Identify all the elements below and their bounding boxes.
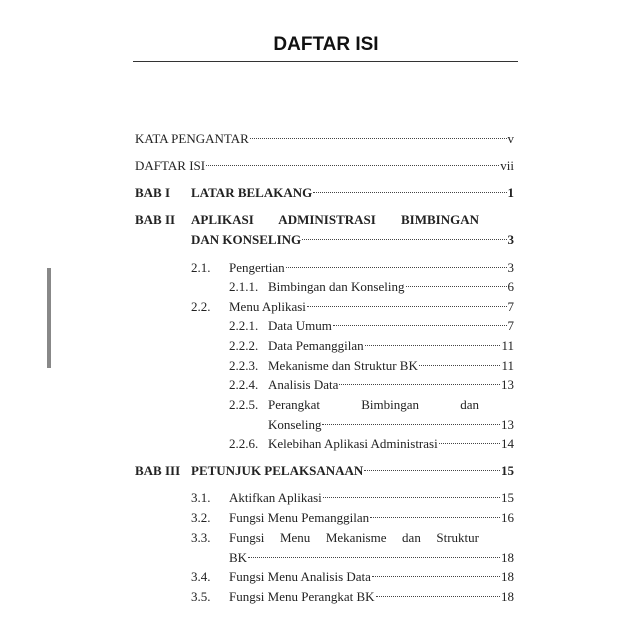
dot-leader — [248, 557, 500, 558]
dot-leader — [302, 239, 506, 240]
toc-entry-title: Fungsi Menu Perangkat BK — [229, 589, 375, 604]
toc-entry-title: Mekanisme dan Struktur BK — [268, 358, 418, 373]
toc-entry-title: PETUNJUK PELAKSANAAN — [191, 463, 364, 478]
toc-entry-page: 6 — [507, 279, 514, 294]
toc-entry-page: 3 — [507, 260, 514, 275]
toc-entry-title: DAN KONSELING — [191, 232, 302, 247]
toc-entry-number: 2.2.2. — [229, 338, 259, 353]
toc-entry[interactable] — [229, 489, 514, 507]
dot-leader — [286, 267, 507, 268]
dot-leader — [322, 424, 500, 425]
toc-entry-title: LATAR BELAKANG — [191, 185, 313, 200]
toc-entry-number: 2.2.4. — [229, 377, 259, 392]
toc-entry-page: 11 — [501, 338, 514, 353]
toc-entry-page: 11 — [501, 358, 514, 373]
toc-entry-number: 3.5. — [191, 589, 211, 604]
toc-entry-page: 14 — [501, 436, 514, 451]
toc-entry-page: 16 — [501, 510, 514, 525]
dot-leader — [339, 384, 500, 385]
toc-entry-title: Konseling — [268, 417, 322, 432]
toc-entry[interactable] — [268, 337, 514, 355]
dot-leader — [376, 596, 500, 597]
toc-entry-title: Kelebihan Aplikasi Administrasi — [268, 436, 438, 451]
toc-entry-number: 2.2.5. — [229, 397, 259, 412]
dot-leader — [372, 576, 500, 577]
toc-entry-page: 15 — [501, 490, 514, 505]
toc-entry-title: Analisis Data — [268, 377, 339, 392]
toc-entry-title: Pengertian — [229, 260, 285, 275]
toc-entry-page: 15 — [501, 463, 514, 478]
toc-entry-number: 2.1.1. — [229, 279, 259, 294]
toc-entry[interactable] — [268, 416, 514, 434]
toc-entry-number: 2.2.1. — [229, 318, 259, 333]
dot-leader — [406, 286, 507, 287]
toc-entry-title: Fungsi Menu Analisis Data — [229, 569, 371, 584]
toc-entry[interactable] — [191, 184, 514, 202]
toc-entry[interactable] — [229, 568, 514, 586]
dot-leader — [365, 345, 501, 346]
toc-entry-page: vii — [500, 158, 514, 173]
dot-leader — [313, 192, 506, 193]
toc-entry-number: 2.2.3. — [229, 358, 259, 373]
toc-entry[interactable] — [268, 357, 514, 375]
dot-leader — [307, 306, 507, 307]
toc-entry-number: 3.4. — [191, 569, 211, 584]
toc-entry-number: 2.1. — [191, 260, 211, 275]
toc-entry[interactable] — [229, 259, 514, 277]
toc-entry-page: 18 — [501, 550, 514, 565]
toc-entry[interactable] — [191, 462, 514, 480]
toc-entry-title-line1[interactable]: APLIKASI ADMINISTRASI BIMBINGAN — [191, 212, 479, 227]
toc-entry-number: 3.2. — [191, 510, 211, 525]
toc-entry-page: 1 — [507, 185, 514, 200]
toc-entry-title: DAFTAR ISI — [135, 158, 206, 173]
dot-leader — [333, 325, 507, 326]
toc-entry-page: 3 — [507, 232, 514, 247]
toc-entry-number: 2.2. — [191, 299, 211, 314]
toc-entry-title: BK — [229, 550, 248, 565]
toc-entry-title-line1[interactable]: Fungsi Menu Mekanisme dan Struktur — [229, 530, 479, 545]
scroll-indicator[interactable] — [47, 268, 51, 368]
toc-entry-title: Aktifkan Aplikasi — [229, 490, 322, 505]
toc-entry[interactable] — [229, 549, 514, 567]
toc-entry[interactable] — [268, 435, 514, 453]
toc-entry-title: Menu Aplikasi — [229, 299, 306, 314]
toc-entry-page: 13 — [501, 417, 514, 432]
toc-entry-number: BAB II — [135, 212, 176, 227]
dot-leader — [250, 138, 507, 139]
toc-entry-title: Fungsi Menu Pemanggilan — [229, 510, 370, 525]
dot-leader — [364, 470, 500, 471]
toc-entry-number: 3.1. — [191, 490, 211, 505]
title-underline — [133, 61, 518, 62]
toc-entry-title: KATA PENGANTAR — [135, 131, 249, 146]
dot-leader — [370, 517, 500, 518]
dot-leader — [419, 365, 501, 366]
page-title: DAFTAR ISI — [273, 34, 379, 55]
toc-entry-title: Bimbingan dan Konseling — [268, 279, 405, 294]
toc-entry-title-line1[interactable]: Perangkat Bimbingan dan — [268, 397, 479, 412]
toc-entry-page: 7 — [507, 299, 514, 314]
toc-entry[interactable] — [229, 509, 514, 527]
dot-leader — [439, 443, 500, 444]
toc-entry[interactable] — [229, 298, 514, 316]
toc-entry[interactable] — [135, 130, 514, 148]
toc-entry-page: 18 — [501, 569, 514, 584]
toc-entry-page: 13 — [501, 377, 514, 392]
toc-entry[interactable] — [229, 588, 514, 606]
toc-entry-number: 3.3. — [191, 530, 211, 545]
toc-entry-number: BAB III — [135, 463, 181, 478]
dot-leader — [206, 165, 499, 166]
toc-entry-page: v — [507, 131, 514, 146]
toc-entry-title: Data Pemanggilan — [268, 338, 364, 353]
toc-entry-number: 2.2.6. — [229, 436, 259, 451]
toc-entry-page: 7 — [507, 318, 514, 333]
toc-entry[interactable] — [268, 278, 514, 296]
toc-entry[interactable] — [135, 157, 514, 175]
toc-entry-title: Data Umum — [268, 318, 332, 333]
toc-entry[interactable] — [268, 376, 514, 394]
toc-entry-page: 18 — [501, 589, 514, 604]
dot-leader — [323, 497, 500, 498]
toc-entry[interactable] — [191, 231, 514, 249]
toc-entry-number: BAB I — [135, 185, 171, 200]
toc-entry[interactable] — [268, 317, 514, 335]
